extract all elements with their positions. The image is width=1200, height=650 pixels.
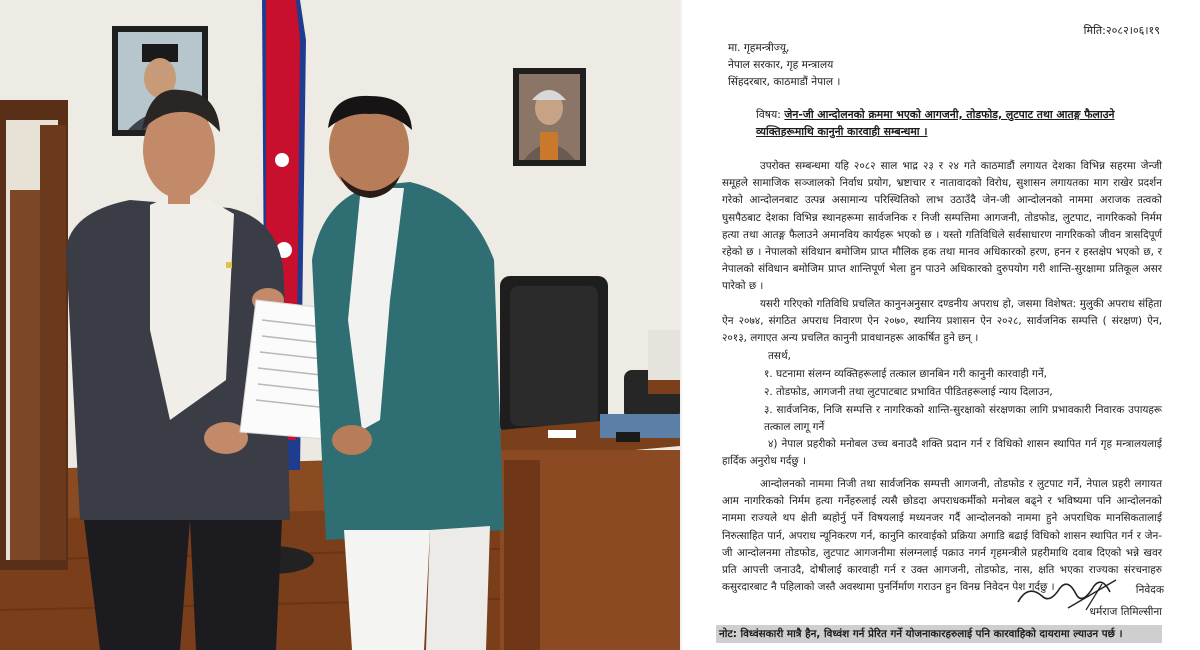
address-line-3: सिंहदरबार, काठमाडौं नेपाल ।: [728, 76, 841, 88]
subject-prefix: विषय:: [756, 108, 785, 121]
signature-label: निवेदक: [1135, 584, 1164, 596]
request-item-1: १. घटनामा संलग्न व्यक्तिहरूलाई तत्काल छानबिन गरी कानुनी कारवाही गर्ने,: [764, 368, 1047, 380]
subject-text: जेन-जी आन्दोलनको क्रममा भएको आगजनी, तोडफोड, लुटपाट तथा आतङ्ग फैलाउने व्यक्तिहरूमाथि कानुनी कारवाही सम्बन्धमा ।: [756, 108, 1115, 138]
signature-name: धर्मराज तिमिल्सीना: [1089, 606, 1162, 618]
letter-address: [728, 40, 840, 91]
request-item-4: ४) नेपाल प्रहरीको मनोबल उच्च बनाउदै शक्ति प्रदान गर्न र विधिको शासन स्थापित गर्न गृह मन्त्रालयलाई हार्दिक अनुरोध गर्दछु ।: [722, 438, 1162, 468]
letter-subject: [756, 106, 1166, 140]
letter-tasarth: तसर्थ,: [768, 350, 791, 362]
letter-paragraph-1: उपरोक्त सम्बन्धमा यहि २०८२ साल भाद्र २३ र २४ गते काठमाडौं लगायत देशका विभिन्न सहरमा जेन्जी समूहले सामाजिक सञ्जालको निर्वाध प्रयोग, भ्रष्टाचार र नातावादको विरोध, सुशासन लगायतका माग राखेर प्रदर्शन गरेको आन्दोलनबाट उत्पन्न असामान्य परिस्थितिको लाभ उठाउँदै जेन-जी आन्दोलनको नाममा अराजक तत्वको घुसपैठबाट देशका विभिन्न स्थानहरूमा सार्वजनिक र निजी सम्पत्तिमा आगजनी, तोडफोड, लुटपाट, नागरिकको निर्मम हत्या तथा आतङ्ग फैलाउने अमानविय कार्यहरू भएको छ । यस्तो गतिविधिले सर्वसाधारण नागरिकको जीवन त्रासदिपूर्ण रहेको छ । नेपालको संविधान बमोजिम प्राप्त मौलिक हक तथा मानव अधिकारको हरण, हनन र हस्तक्षेप भएको छ, र नेपालको संविधान बमोजिम प्राप्त शान्तिपूर्ण भेला हुन पाउने अधिकारको दुरुपयोग गरी शान्ति-सुरक्षामा प्रतिकूल असर पारेको छ ।: [722, 160, 1162, 293]
address-line-1: मा. गृहमन्त्रीज्यू,: [728, 42, 790, 54]
letter-paragraph-2: यसरी गरिएको गतिविधि प्रचलित कानुनअनुसार दण्डनीय अपराध हो, जसमा विशेषत: मुलुकी अपराध संहिता ऐन २०७४, संगठित अपराध निवारण ऐन २०७०, स्थानिय प्रशासन ऐन २०२८, सार्वजनिक सम्पत्ति ( संरक्षण) ऐन, २०१३, लगाएत अन्य प्रचलित कानुनी प्रावधानहरू आकर्षित हुने छन् ।: [722, 298, 1162, 345]
letter-date: मिति:२०८२।०६।१९: [1083, 24, 1160, 37]
address-line-2: नेपाल सरकार, गृह मन्त्रालय: [728, 59, 834, 71]
petition-letter: [682, 0, 1200, 650]
letter-note: नोट: विध्वंसकारी मात्रै हैन, विध्वंश गर्न प्रेरित गर्ने योजनाकारहरुलाई पनि कारवाहिको दायरामा ल्याउन पर्छ ।: [716, 625, 1162, 643]
letter-paragraph-3: आन्दोलनको नाममा निजी तथा सार्वजनिक सम्पत्ती आगजनी, तोडफोड र लुटपाट गर्ने, नेपाल प्रहरी लगायत आम नागरिकको निर्मम हत्या गर्नेहरुलाई त्यसै छोडदा अपराधकर्मीको मनोबल बढ्ने र भविष्यमा पनि आन्दोलनको नाममा राज्यले थप क्षेती ब्यहोर्नु पर्ने विषयलाई मध्यनजर गर्दै आन्दोलनको नाममा हुने अपराधिक मानसिकतालाई निरुत्साहित पार्न, अपराध न्यूनिकरण गर्न, कानुनि कारवाईको प्रक्रिया अगाडि बढाई विधिको शासन स्थापित गर्न र जेन-जी आन्दोलनमा तोडफोड, लुटपाट आगजनीमा संलग्नलाई पक्राउ नगर्न गृहमन्त्रीले प्रहरीमाथि दवाब दिएको भन्ने खवर प्रति आपत्ती जनाउदै, दोषीलाई कारवाही गर्न र उक्त आगजनी, तोडफोड, नास, क्षति भएका राज्यका संरचनाहरु कसुरदारबाट नै पहिलाको जस्तै अवस्थामा पुनर्निर्माण गराउन हुन विनम्र निवेदन पेश गर्दछु ।: [722, 478, 1162, 594]
wall-portrait-right: [513, 68, 586, 166]
request-item-3: ३. सार्वजनिक, निजि सम्पत्ति र नागरिकको शान्ति-सुरक्षाको संरक्षणका लागि प्रभावकारी निवारक उपायहरू तत्काल लागू गर्ने: [764, 404, 1162, 434]
request-item-2: २. तोडफोड, आगजनी तथा लुटपाटबाट प्रभावित पीडितहरूलाई न्याय दिलाउन,: [764, 386, 1053, 398]
